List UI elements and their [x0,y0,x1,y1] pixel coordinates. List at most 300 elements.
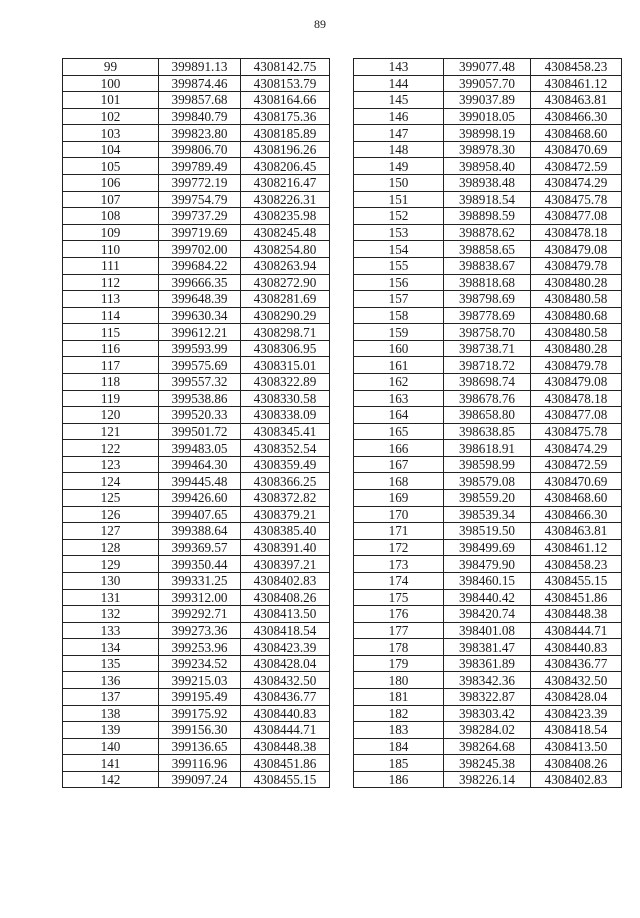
x-coordinate-cell: 398638.85 [444,423,531,440]
point-number-cell: 168 [354,473,444,490]
x-coordinate-cell: 398381.47 [444,639,531,656]
table-row [354,407,622,424]
table-row [63,158,330,175]
x-coordinate-cell: 398698.74 [444,373,531,390]
point-number-cell: 174 [354,572,444,589]
y-coordinate-cell: 4308272.90 [241,274,330,291]
point-number-cell: 180 [354,672,444,689]
table-row [63,738,330,755]
table-row [354,224,622,241]
point-number-cell: 126 [63,506,159,523]
x-coordinate-cell: 398978.30 [444,141,531,158]
x-coordinate-cell: 398519.50 [444,523,531,540]
table-row [63,771,330,788]
y-coordinate-cell: 4308475.78 [531,191,622,208]
point-number-cell: 165 [354,423,444,440]
point-number-cell: 175 [354,589,444,606]
table-row [63,390,330,407]
y-coordinate-cell: 4308455.15 [241,771,330,788]
y-coordinate-cell: 4308479.78 [531,257,622,274]
table-row [63,440,330,457]
table-row [63,423,330,440]
point-number-cell: 182 [354,705,444,722]
table-row [354,722,622,739]
page-number: 89 [314,17,326,31]
table-row [63,688,330,705]
y-coordinate-cell: 4308470.69 [531,473,622,490]
point-number-cell: 148 [354,141,444,158]
y-coordinate-cell: 4308418.54 [531,722,622,739]
y-coordinate-cell: 4308466.30 [531,108,622,125]
x-coordinate-cell: 399501.72 [159,423,241,440]
point-number-cell: 112 [63,274,159,291]
table-row [63,75,330,92]
x-coordinate-cell: 399806.70 [159,141,241,158]
y-coordinate-cell: 4308245.48 [241,224,330,241]
y-coordinate-cell: 4308479.08 [531,241,622,258]
point-number-cell: 155 [354,257,444,274]
y-coordinate-cell: 4308164.66 [241,92,330,109]
x-coordinate-cell: 398838.67 [444,257,531,274]
y-coordinate-cell: 4308463.81 [531,92,622,109]
y-coordinate-cell: 4308440.83 [531,639,622,656]
y-coordinate-cell: 4308448.38 [531,606,622,623]
point-number-cell: 125 [63,490,159,507]
point-number-cell: 179 [354,655,444,672]
table-row [63,208,330,225]
point-number-cell: 142 [63,771,159,788]
table-row [63,589,330,606]
y-coordinate-cell: 4308397.21 [241,556,330,573]
coordinate-table-right [353,58,622,788]
table-row [63,456,330,473]
point-number-cell: 153 [354,224,444,241]
point-number-cell: 141 [63,755,159,772]
table-row [354,688,622,705]
point-number-cell: 138 [63,705,159,722]
y-coordinate-cell: 4308263.94 [241,257,330,274]
x-coordinate-cell: 398938.48 [444,175,531,192]
x-coordinate-cell: 398499.69 [444,539,531,556]
x-coordinate-cell: 399593.99 [159,340,241,357]
table-row [63,125,330,142]
y-coordinate-cell: 4308423.39 [241,639,330,656]
x-coordinate-cell: 398303.42 [444,705,531,722]
coordinate-table-left [62,58,330,788]
table-row [354,175,622,192]
table-row [63,59,330,76]
x-coordinate-cell: 399520.33 [159,407,241,424]
y-coordinate-cell: 4308477.08 [531,208,622,225]
x-coordinate-cell: 398718.72 [444,357,531,374]
table-row [354,556,622,573]
x-coordinate-cell: 399156.30 [159,722,241,739]
table-row [354,274,622,291]
y-coordinate-cell: 4308281.69 [241,291,330,308]
y-coordinate-cell: 4308372.82 [241,490,330,507]
point-number-cell: 124 [63,473,159,490]
table-row [354,655,622,672]
y-coordinate-cell: 4308408.26 [241,589,330,606]
y-coordinate-cell: 4308432.50 [531,672,622,689]
y-coordinate-cell: 4308413.50 [241,606,330,623]
x-coordinate-cell: 398440.42 [444,589,531,606]
table-row [63,539,330,556]
point-number-cell: 113 [63,291,159,308]
point-number-cell: 99 [63,59,159,76]
table-row [354,324,622,341]
y-coordinate-cell: 4308451.86 [531,589,622,606]
x-coordinate-cell: 399388.64 [159,523,241,540]
x-coordinate-cell: 399630.34 [159,307,241,324]
table-row [354,622,622,639]
point-number-cell: 178 [354,639,444,656]
point-number-cell: 166 [354,440,444,457]
point-number-cell: 170 [354,506,444,523]
point-number-cell: 176 [354,606,444,623]
y-coordinate-cell: 4308474.29 [531,440,622,457]
table-row [354,539,622,556]
point-number-cell: 105 [63,158,159,175]
point-number-cell: 183 [354,722,444,739]
y-coordinate-cell: 4308480.28 [531,340,622,357]
y-coordinate-cell: 4308385.40 [241,523,330,540]
y-coordinate-cell: 4308290.29 [241,307,330,324]
table-row [63,506,330,523]
x-coordinate-cell: 399754.79 [159,191,241,208]
y-coordinate-cell: 4308480.68 [531,307,622,324]
y-coordinate-cell: 4308474.29 [531,175,622,192]
y-coordinate-cell: 4308444.71 [241,722,330,739]
x-coordinate-cell: 398738.71 [444,340,531,357]
table-row [63,655,330,672]
x-coordinate-cell: 398226.14 [444,771,531,788]
x-coordinate-cell: 399273.36 [159,622,241,639]
x-coordinate-cell: 398798.69 [444,291,531,308]
point-number-cell: 120 [63,407,159,424]
x-coordinate-cell: 398758.70 [444,324,531,341]
y-coordinate-cell: 4308475.78 [531,423,622,440]
y-coordinate-cell: 4308359.49 [241,456,330,473]
point-number-cell: 119 [63,390,159,407]
x-coordinate-cell: 398284.02 [444,722,531,739]
point-number-cell: 160 [354,340,444,357]
x-coordinate-cell: 399037.89 [444,92,531,109]
x-coordinate-cell: 399426.60 [159,490,241,507]
table-row [354,141,622,158]
x-coordinate-cell: 399077.48 [444,59,531,76]
point-number-cell: 152 [354,208,444,225]
table-row [63,175,330,192]
point-number-cell: 150 [354,175,444,192]
x-coordinate-cell: 398539.34 [444,506,531,523]
table-row [354,191,622,208]
x-coordinate-cell: 398858.65 [444,241,531,258]
table-row [63,606,330,623]
y-coordinate-cell: 4308345.41 [241,423,330,440]
y-coordinate-cell: 4308379.21 [241,506,330,523]
point-number-cell: 106 [63,175,159,192]
table-row [354,705,622,722]
x-coordinate-cell: 399840.79 [159,108,241,125]
y-coordinate-cell: 4308436.77 [531,655,622,672]
point-number-cell: 137 [63,688,159,705]
point-number-cell: 109 [63,224,159,241]
table-row [354,738,622,755]
y-coordinate-cell: 4308432.50 [241,672,330,689]
table-row [63,373,330,390]
point-number-cell: 128 [63,539,159,556]
table-row [354,75,622,92]
table-row [354,523,622,540]
x-coordinate-cell: 398618.91 [444,440,531,457]
x-coordinate-cell: 398361.89 [444,655,531,672]
y-coordinate-cell: 4308436.77 [241,688,330,705]
table-row [63,108,330,125]
point-number-cell: 145 [354,92,444,109]
point-number-cell: 156 [354,274,444,291]
table-row [63,274,330,291]
table-row [63,639,330,656]
x-coordinate-cell: 399445.48 [159,473,241,490]
y-coordinate-cell: 4308440.83 [241,705,330,722]
y-coordinate-cell: 4308330.58 [241,390,330,407]
table-row [354,307,622,324]
point-number-cell: 151 [354,191,444,208]
table-row [63,705,330,722]
point-number-cell: 159 [354,324,444,341]
x-coordinate-cell: 399648.39 [159,291,241,308]
x-coordinate-cell: 398460.15 [444,572,531,589]
y-coordinate-cell: 4308480.58 [531,324,622,341]
x-coordinate-cell: 399702.00 [159,241,241,258]
point-number-cell: 116 [63,340,159,357]
x-coordinate-cell: 399312.00 [159,589,241,606]
x-coordinate-cell: 398245.38 [444,755,531,772]
table-row [354,373,622,390]
table-row [63,473,330,490]
x-coordinate-cell: 399666.35 [159,274,241,291]
table-row [354,490,622,507]
y-coordinate-cell: 4308470.69 [531,141,622,158]
point-number-cell: 107 [63,191,159,208]
y-coordinate-cell: 4308461.12 [531,75,622,92]
table-row [63,92,330,109]
point-number-cell: 111 [63,257,159,274]
point-number-cell: 108 [63,208,159,225]
point-number-cell: 136 [63,672,159,689]
table-row [354,589,622,606]
table-row [63,241,330,258]
x-coordinate-cell: 399195.49 [159,688,241,705]
y-coordinate-cell: 4308196.26 [241,141,330,158]
y-coordinate-cell: 4308478.18 [531,390,622,407]
point-number-cell: 117 [63,357,159,374]
y-coordinate-cell: 4308477.08 [531,407,622,424]
point-number-cell: 101 [63,92,159,109]
x-coordinate-cell: 398918.54 [444,191,531,208]
point-number-cell: 100 [63,75,159,92]
point-number-cell: 154 [354,241,444,258]
y-coordinate-cell: 4308206.45 [241,158,330,175]
table-row [63,340,330,357]
table-row [354,473,622,490]
table-row [354,672,622,689]
x-coordinate-cell: 398958.40 [444,158,531,175]
y-coordinate-cell: 4308298.71 [241,324,330,341]
y-coordinate-cell: 4308338.09 [241,407,330,424]
table-row [354,606,622,623]
x-coordinate-cell: 399737.29 [159,208,241,225]
table-row [354,59,622,76]
y-coordinate-cell: 4308175.36 [241,108,330,125]
table-row [354,291,622,308]
y-coordinate-cell: 4308458.23 [531,59,622,76]
x-coordinate-cell: 399789.49 [159,158,241,175]
x-coordinate-cell: 399057.70 [444,75,531,92]
table-row [354,340,622,357]
x-coordinate-cell: 399891.13 [159,59,241,76]
x-coordinate-cell: 398678.76 [444,390,531,407]
point-number-cell: 181 [354,688,444,705]
x-coordinate-cell: 398778.69 [444,307,531,324]
y-coordinate-cell: 4308408.26 [531,755,622,772]
y-coordinate-cell: 4308418.54 [241,622,330,639]
point-number-cell: 172 [354,539,444,556]
table-row [354,357,622,374]
table-row [354,257,622,274]
y-coordinate-cell: 4308472.59 [531,456,622,473]
y-coordinate-cell: 4308402.83 [531,771,622,788]
y-coordinate-cell: 4308153.79 [241,75,330,92]
point-number-cell: 186 [354,771,444,788]
table-row [354,771,622,788]
table-row [63,407,330,424]
y-coordinate-cell: 4308468.60 [531,490,622,507]
point-number-cell: 184 [354,738,444,755]
x-coordinate-cell: 398579.08 [444,473,531,490]
table-row [63,556,330,573]
y-coordinate-cell: 4308451.86 [241,755,330,772]
y-coordinate-cell: 4308466.30 [531,506,622,523]
table-row [354,456,622,473]
x-coordinate-cell: 399175.92 [159,705,241,722]
point-number-cell: 169 [354,490,444,507]
y-coordinate-cell: 4308480.58 [531,291,622,308]
x-coordinate-cell: 399719.69 [159,224,241,241]
point-number-cell: 140 [63,738,159,755]
y-coordinate-cell: 4308458.23 [531,556,622,573]
x-coordinate-cell: 399557.32 [159,373,241,390]
point-number-cell: 163 [354,390,444,407]
table-row [63,722,330,739]
point-number-cell: 123 [63,456,159,473]
table-row [63,622,330,639]
table-row [354,572,622,589]
y-coordinate-cell: 4308142.75 [241,59,330,76]
point-number-cell: 129 [63,556,159,573]
point-number-cell: 133 [63,622,159,639]
point-number-cell: 122 [63,440,159,457]
y-coordinate-cell: 4308479.08 [531,373,622,390]
x-coordinate-cell: 399018.05 [444,108,531,125]
point-number-cell: 127 [63,523,159,540]
y-coordinate-cell: 4308315.01 [241,357,330,374]
table-row [354,92,622,109]
x-coordinate-cell: 398658.80 [444,407,531,424]
y-coordinate-cell: 4308391.40 [241,539,330,556]
table-row [63,291,330,308]
point-number-cell: 110 [63,241,159,258]
table-row [63,357,330,374]
point-number-cell: 157 [354,291,444,308]
table-row [354,125,622,142]
point-number-cell: 147 [354,125,444,142]
y-coordinate-cell: 4308480.28 [531,274,622,291]
y-coordinate-cell: 4308423.39 [531,705,622,722]
point-number-cell: 185 [354,755,444,772]
y-coordinate-cell: 4308216.47 [241,175,330,192]
y-coordinate-cell: 4308352.54 [241,440,330,457]
table-row [63,307,330,324]
y-coordinate-cell: 4308185.89 [241,125,330,142]
point-number-cell: 103 [63,125,159,142]
x-coordinate-cell: 399483.05 [159,440,241,457]
table-row [354,158,622,175]
point-number-cell: 135 [63,655,159,672]
y-coordinate-cell: 4308463.81 [531,523,622,540]
y-coordinate-cell: 4308444.71 [531,622,622,639]
x-coordinate-cell: 398878.62 [444,224,531,241]
table-row [63,191,330,208]
y-coordinate-cell: 4308254.80 [241,241,330,258]
point-number-cell: 132 [63,606,159,623]
x-coordinate-cell: 399097.24 [159,771,241,788]
y-coordinate-cell: 4308413.50 [531,738,622,755]
x-coordinate-cell: 399292.71 [159,606,241,623]
x-coordinate-cell: 399874.46 [159,75,241,92]
y-coordinate-cell: 4308235.98 [241,208,330,225]
point-number-cell: 114 [63,307,159,324]
y-coordinate-cell: 4308468.60 [531,125,622,142]
point-number-cell: 130 [63,572,159,589]
x-coordinate-cell: 399331.25 [159,572,241,589]
table-row [354,241,622,258]
x-coordinate-cell: 398818.68 [444,274,531,291]
x-coordinate-cell: 399684.22 [159,257,241,274]
x-coordinate-cell: 398598.99 [444,456,531,473]
y-coordinate-cell: 4308402.83 [241,572,330,589]
point-number-cell: 131 [63,589,159,606]
table-row [354,639,622,656]
y-coordinate-cell: 4308455.15 [531,572,622,589]
x-coordinate-cell: 398342.36 [444,672,531,689]
y-coordinate-cell: 4308448.38 [241,738,330,755]
x-coordinate-cell: 399857.68 [159,92,241,109]
point-number-cell: 102 [63,108,159,125]
x-coordinate-cell: 398998.19 [444,125,531,142]
point-number-cell: 149 [354,158,444,175]
x-coordinate-cell: 398479.90 [444,556,531,573]
x-coordinate-cell: 399136.65 [159,738,241,755]
x-coordinate-cell: 399116.96 [159,755,241,772]
point-number-cell: 164 [354,407,444,424]
table-row [63,523,330,540]
x-coordinate-cell: 399612.21 [159,324,241,341]
point-number-cell: 162 [354,373,444,390]
table-row [354,506,622,523]
x-coordinate-cell: 399823.80 [159,125,241,142]
